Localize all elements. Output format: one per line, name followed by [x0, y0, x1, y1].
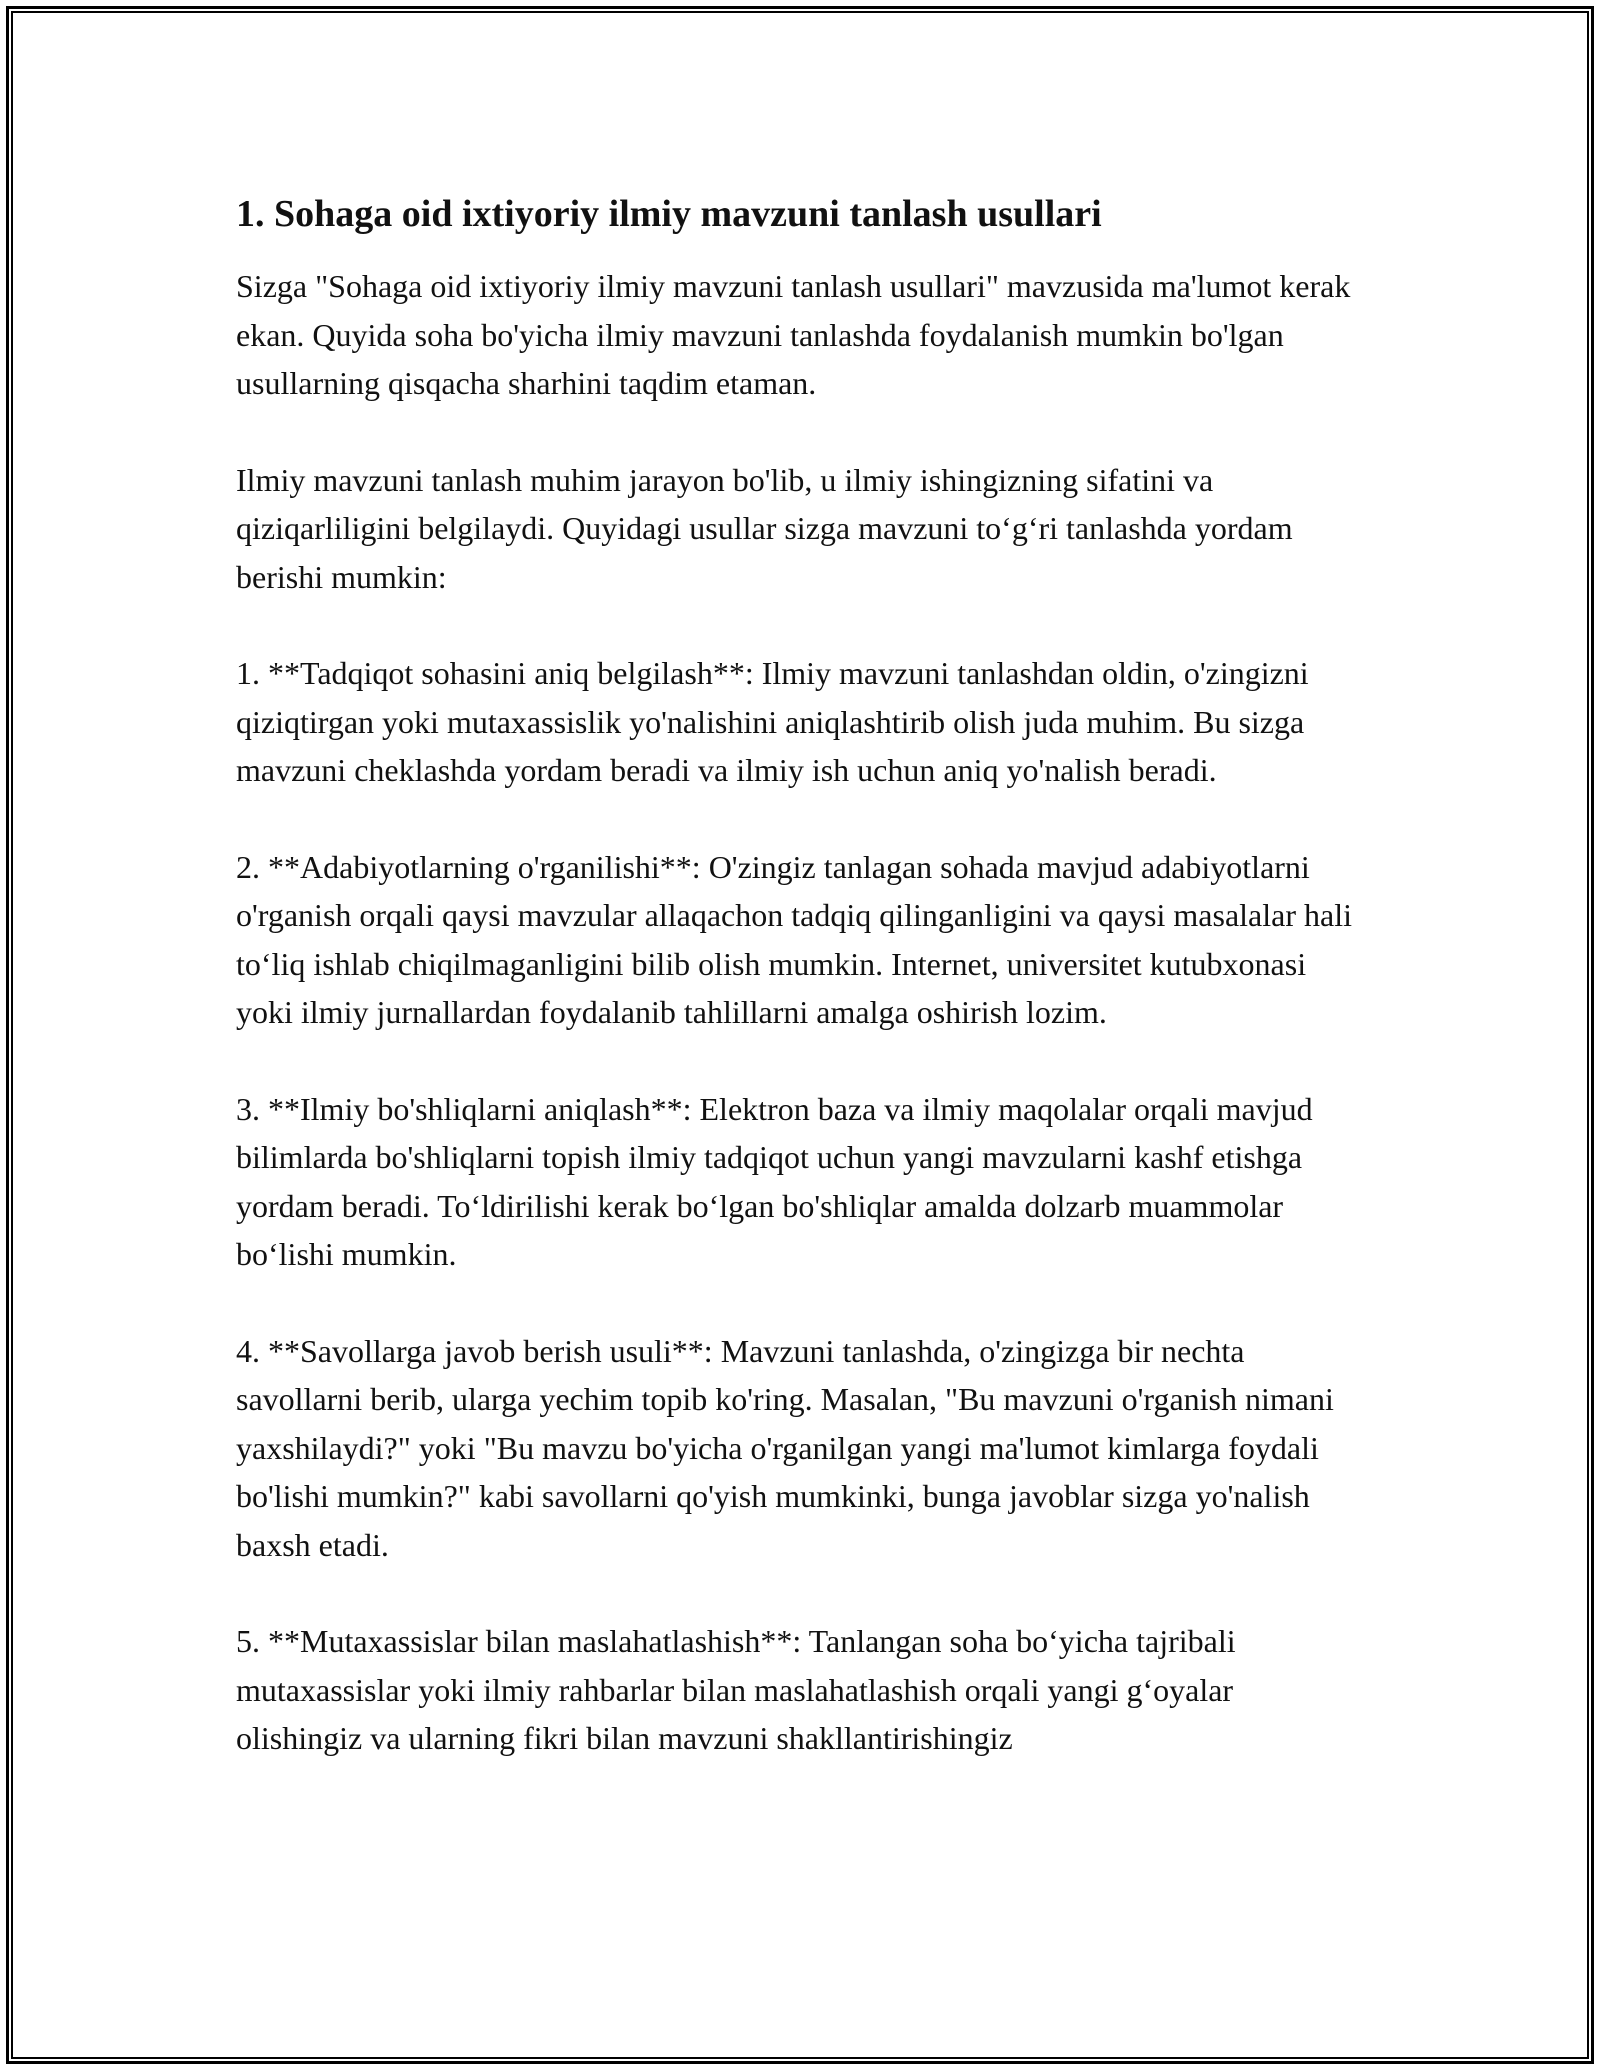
list-item-2: 2. **Adabiyotlarning o'rganilishi**: O'zingiz tanlagan sohada mavjud adabiyotlarni o'rganish orqali qaysi mavzular allaqachon tadqiq qilinganligini va qaysi masalalar hali to‘liq ishlab chiqilmaganligini bilib olish mumkin. Internet, universitet kutubxonasi yoki ilmiy jurnallardan foydalanib tahlillarni amalga oshirish lozim. [236, 848, 1352, 1030]
list-item-3: 3. **Ilmiy bo'shliqlarni aniqlash**: Elektron baza va ilmiy maqolalar orqali mavjud bilimlarda bo'shliqlarni topish ilmiy tadqiqot uchun yangi mavzularni kashf etishga yordam beradi. To‘ldirilishi kerak bo‘lgan bo'shliqlar amalda dolzarb muammolar bo‘lishi mumkin. [236, 1090, 1313, 1272]
document-body [236, 188, 1366, 1811]
document-heading: 1. Sohaga oid ixtiyoriy ilmiy mavzuni tanlash usullari [236, 193, 1102, 235]
list-item-4: 4. **Savollarga javob berish usuli**: Mavzuni tanlashda, o'zingizga bir nechta savollarni berib, ularga yechim topib ko'ring. Masalan, "Bu mavzuni o'rganish nimani yaxshilaydi?" yoki "Bu mavzu bo'yicha o'rganilgan yangi ma'lumot kimlarga foydali bo'lishi mumkin?" kabi savollarni qo'yish mumkinki, bunga javoblar sizga yo'nalish baxsh etadi. [236, 1332, 1334, 1563]
list-item-1: 1. **Tadqiqot sohasini aniq belgilash**: Ilmiy mavzuni tanlashdan oldin, o'zingizni qiziqtirgan yoki mutaxassislik yo'nalishini aniqlashtirib olish juda muhim. Bu sizga mavzuni cheklashda yordam beradi va ilmiy ish uchun aniq yo'nalish beradi. [236, 655, 1309, 788]
intro-paragraph: Sizga "Sohaga oid ixtiyoriy ilmiy mavzuni tanlash usullari" mavzusida ma'lumot kerak ekan. Quyida soha bo'yicha ilmiy mavzuni tanlashda foydalanish mumkin bo'lgan usullarning qisqacha sharhini taqdim etaman. [236, 268, 1351, 401]
context-paragraph: Ilmiy mavzuni tanlash muhim jarayon bo'lib, u ilmiy ishingizning sifatini va qiziqarliligini belgilaydi. Quyidagi usullar sizga mavzuni to‘g‘ri tanlashda yordam berishi mumkin: [236, 461, 1293, 595]
list-item-5: 5. **Mutaxassislar bilan maslahatlashish**: Tanlangan soha bo‘yicha tajribali mutaxassislar yoki ilmiy rahbarlar bilan maslahatlashish orqali yangi g‘oyalar olishingiz va ularning fikri bilan mavzuni shakllantirishingiz [236, 1623, 1236, 1756]
